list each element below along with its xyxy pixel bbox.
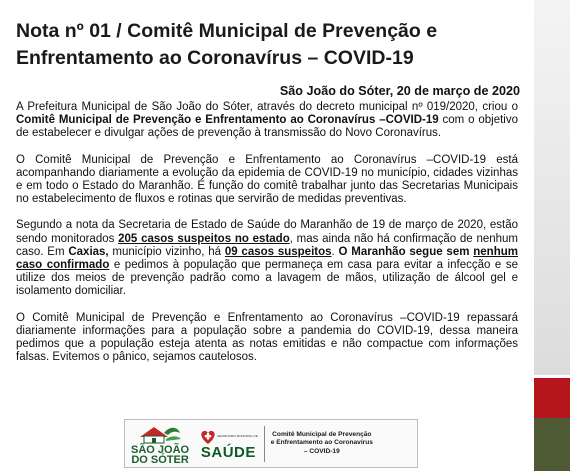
- p3-suspected-cases-state: 205 casos suspeitos no estado: [118, 232, 290, 245]
- p1-text-a: A Prefeitura Municipal de São João do Sóter, através do decreto municipal nº 019/2020, criou o: [16, 101, 518, 113]
- page-title: Nota nº 01 / Comitê Municipal de Prevenção e Enfrentamento ao Coronavírus – COVID-19: [16, 20, 438, 69]
- p3-text-c: , mas ainda não há confirmação de nenhum caso. Em: [16, 232, 518, 258]
- paragraph-2: O Comitê Municipal de Prevenção e Enfrentamento ao Coronavírus –COVID-19 está acompanhando diariamente a evolução da epidemia de COVID-19 no município, cidades vizinhas e em todo o Estado do Maranhão. É função do comitê trabalhar junto das Secretarias Municipais no estabelecimento de fluxos e rotinas que servirão de medidas preventivas.: [16, 153, 518, 206]
- health-heart-icon: [199, 428, 217, 446]
- caption-line-3: – COVID-19: [303, 447, 340, 455]
- note-body: [16, 101, 518, 377]
- p3-no-confirmed-case: nenhum caso confirmado: [16, 245, 518, 272]
- p3-text-j: e pedimos à população que permaneça em casa para evitar a infecção e se utilize dos meios de prevenção padrão como a lavagem de mãos, utilização de álcool gel e isolamento domiciliar.: [16, 259, 518, 298]
- logo2-small-text: SECRETARIA MUNICIPAL DE: [217, 434, 258, 438]
- side-band-olive: [534, 418, 570, 471]
- caption-line-1: Comitê Municipal de Prevenção: [272, 430, 372, 438]
- p1-committee-name: Comitê Municipal de Prevenção e Enfrentamento ao Coronavírus –COVID-19: [16, 114, 439, 127]
- logo-sao-joao-do-soter: [131, 423, 189, 465]
- p3-maranhao-bold: O Maranhão segue sem: [338, 245, 474, 258]
- p3-suspected-cases-caxias: 09 casos suspeitos: [224, 245, 332, 258]
- paragraph-1: [16, 101, 518, 141]
- p3-text-a: Segundo a nota da Secretaria de Estado de Saúde do Maranhão de 19 de março de 2020, estão sendo monitorados: [16, 219, 518, 245]
- logo2-top: [199, 428, 258, 446]
- date-line: São João do Sóter, 20 de março de 2020: [279, 84, 520, 98]
- municipality-emblem-icon: [138, 423, 182, 445]
- footer-divider: [264, 426, 265, 462]
- logo1-line2: DO SÓTER: [131, 453, 189, 466]
- footer-caption: [271, 431, 373, 457]
- paragraph-4: O Comitê Municipal de Prevenção e Enfrentamento ao Coronavírus –COVID-19 repassará diariamente informações para a população sobre a pandemia do COVID-19, dessa maneira pedimos que a população esteja atenta as notas emitidas e não compactue com informações falsas. Evitemos o pânico, sejamos cautelosos.: [16, 311, 518, 364]
- logo2-big-text: SAÚDE: [200, 443, 256, 461]
- logo-secretaria-saude: [199, 428, 258, 460]
- p3-caxias: Caxias,: [68, 245, 109, 258]
- paragraph-3: [16, 219, 518, 298]
- logo1-line1: SÃO JOÃO: [131, 443, 190, 456]
- p3-text-g: .: [331, 245, 339, 258]
- footer-logos: [124, 419, 418, 468]
- caption-line-2: e Enfrentamento ao Coronavírus: [270, 439, 373, 447]
- p3-text-e: município vizinho, há: [108, 245, 225, 258]
- side-band-red: [534, 378, 570, 418]
- p1-text-c: com o objetivo de estabelecer e divulgar ações de prevenção à transmissão do Novo Coronavírus.: [16, 114, 518, 140]
- side-band-gray: [534, 0, 570, 375]
